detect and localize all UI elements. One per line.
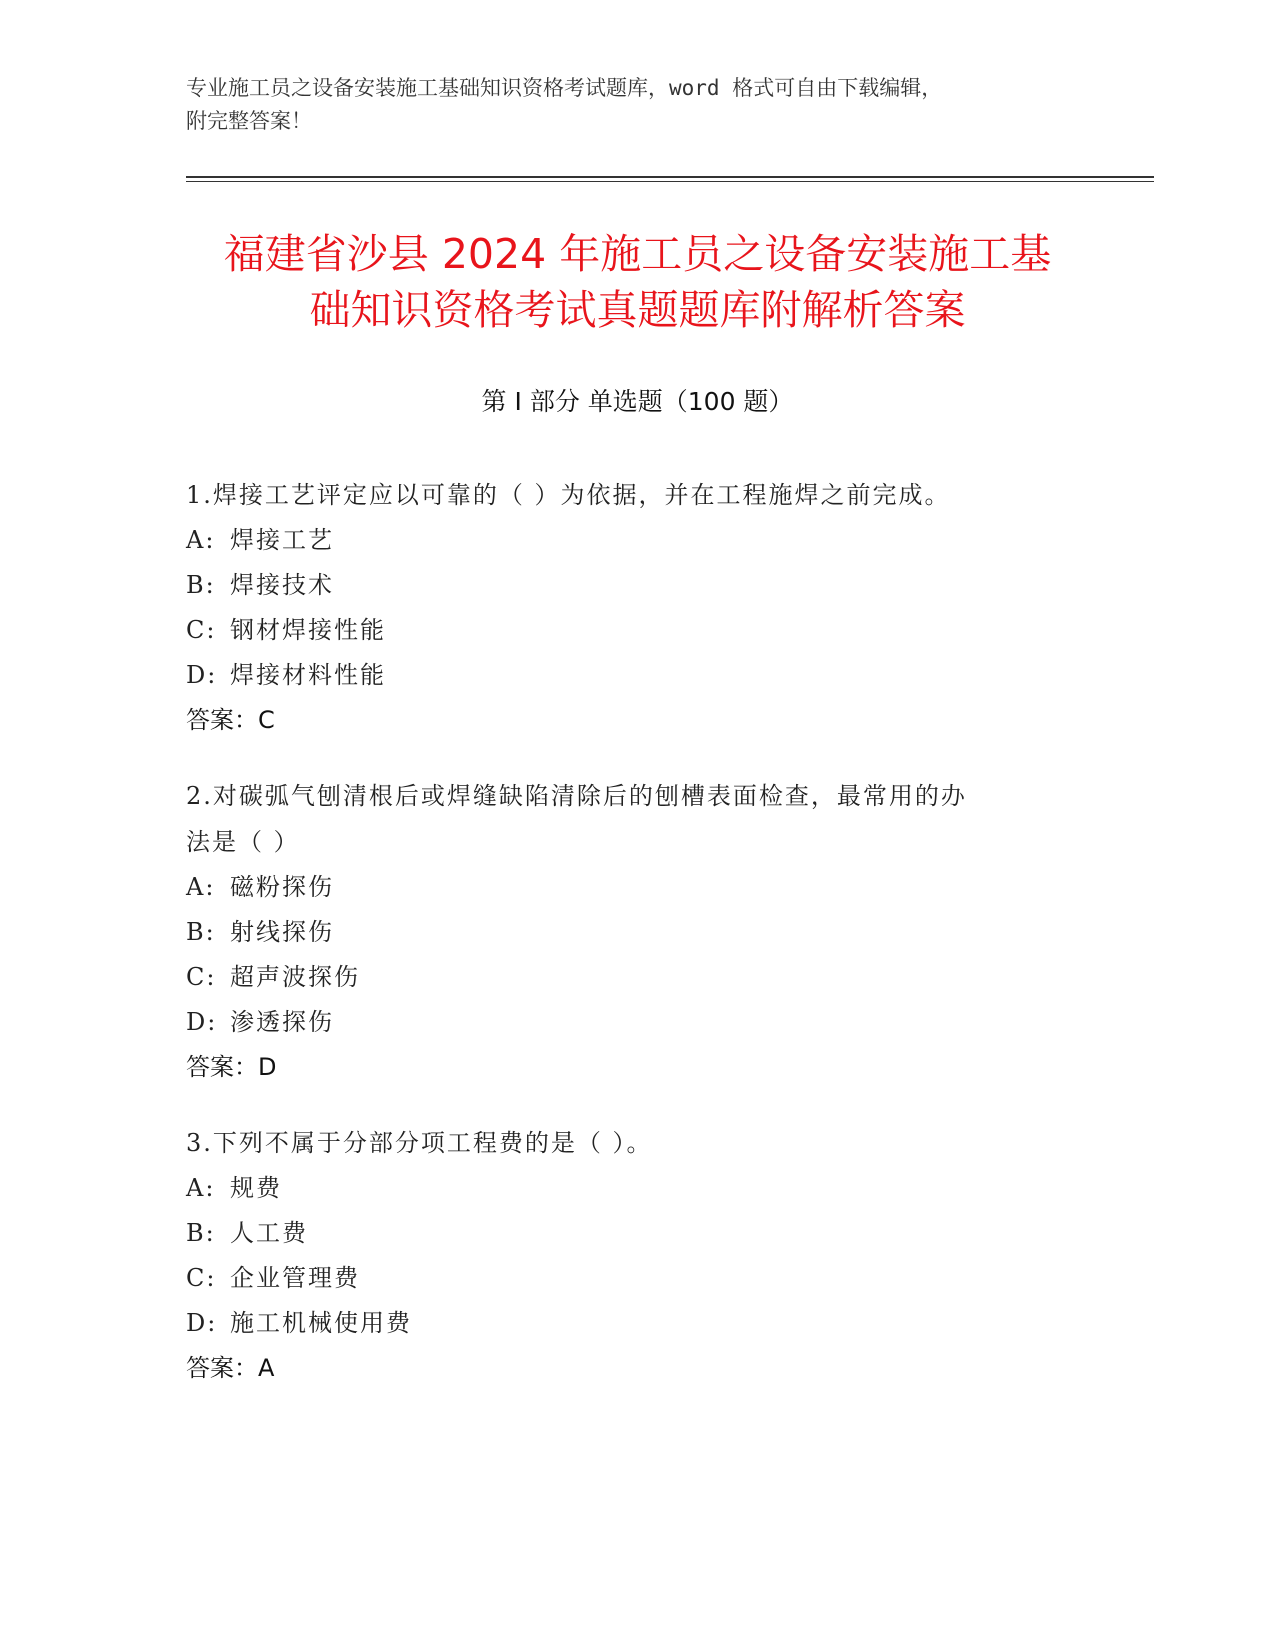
option-a xyxy=(186,1166,1066,1211)
option-c xyxy=(186,1256,1066,1301)
question-stem-line-1: 2.对碳弧气刨清根后或焊缝缺陷清除后的刨槽表面检查，最常用的办 xyxy=(186,782,967,810)
question-2 xyxy=(186,773,1066,1090)
question-3 xyxy=(186,1120,1066,1391)
option-letter: D: xyxy=(186,1008,218,1036)
option-c xyxy=(186,608,1066,653)
option-letter: C: xyxy=(186,1264,217,1292)
option-d xyxy=(186,1000,1066,1045)
option-text: 焊接技术 xyxy=(230,571,334,599)
document-title-line-2: 础知识资格考试真题题库附解析答案 xyxy=(309,286,966,334)
option-text: 磁粉探伤 xyxy=(230,873,334,901)
section-title: 第 I 部分 单选题（100 题） xyxy=(481,387,794,416)
header-note-line-1: 专业施工员之设备安装施工基础知识资格考试题库，word 格式可自由下载编辑， xyxy=(186,76,943,100)
option-text: 渗透探伤 xyxy=(230,1008,334,1036)
option-letter: A: xyxy=(186,526,216,554)
option-a xyxy=(186,865,1066,910)
option-letter: D: xyxy=(186,661,218,689)
option-letter: A: xyxy=(186,873,216,901)
answer-label: 答案：C xyxy=(186,706,275,734)
option-text: 超声波探伤 xyxy=(230,963,360,991)
question-list xyxy=(186,472,1066,1421)
option-b xyxy=(186,1211,1066,1256)
option-d xyxy=(186,653,1066,698)
question-1 xyxy=(186,472,1066,743)
header-note xyxy=(186,72,1086,138)
option-text: 企业管理费 xyxy=(230,1264,360,1292)
option-letter: B: xyxy=(186,1219,216,1247)
option-text: 焊接材料性能 xyxy=(230,661,386,689)
header-note-line-2: 附完整答案！ xyxy=(186,109,312,133)
option-letter: B: xyxy=(186,571,216,599)
option-text: 射线探伤 xyxy=(230,918,334,946)
header-divider-thin xyxy=(186,181,1154,182)
option-letter: A: xyxy=(186,1174,216,1202)
question-stem: 3.下列不属于分部分项工程费的是（ ）。 xyxy=(186,1129,653,1157)
option-text: 钢材焊接性能 xyxy=(230,616,386,644)
option-letter: B: xyxy=(186,918,216,946)
question-stem: 1.焊接工艺评定应以可靠的（ ）为依据，并在工程施焊之前完成。 xyxy=(186,481,951,509)
header-divider-thick xyxy=(186,176,1154,178)
option-text: 施工机械使用费 xyxy=(230,1309,412,1337)
option-a xyxy=(186,518,1066,563)
answer-label: 答案：A xyxy=(186,1354,275,1382)
option-letter: D: xyxy=(186,1309,218,1337)
question-stem-line-2: 法是（ ） xyxy=(186,828,300,856)
option-d xyxy=(186,1301,1066,1346)
option-text: 人工费 xyxy=(230,1219,308,1247)
answer-label: 答案：D xyxy=(186,1053,277,1081)
option-c xyxy=(186,955,1066,1000)
option-letter: C: xyxy=(186,963,217,991)
option-text: 焊接工艺 xyxy=(230,526,334,554)
option-text: 规费 xyxy=(230,1174,282,1202)
document-title xyxy=(150,226,1125,338)
option-b xyxy=(186,563,1066,608)
option-letter: C: xyxy=(186,616,217,644)
option-b xyxy=(186,910,1066,955)
document-title-line-1: 福建省沙县 2024 年施工员之设备安装施工基 xyxy=(223,230,1052,278)
